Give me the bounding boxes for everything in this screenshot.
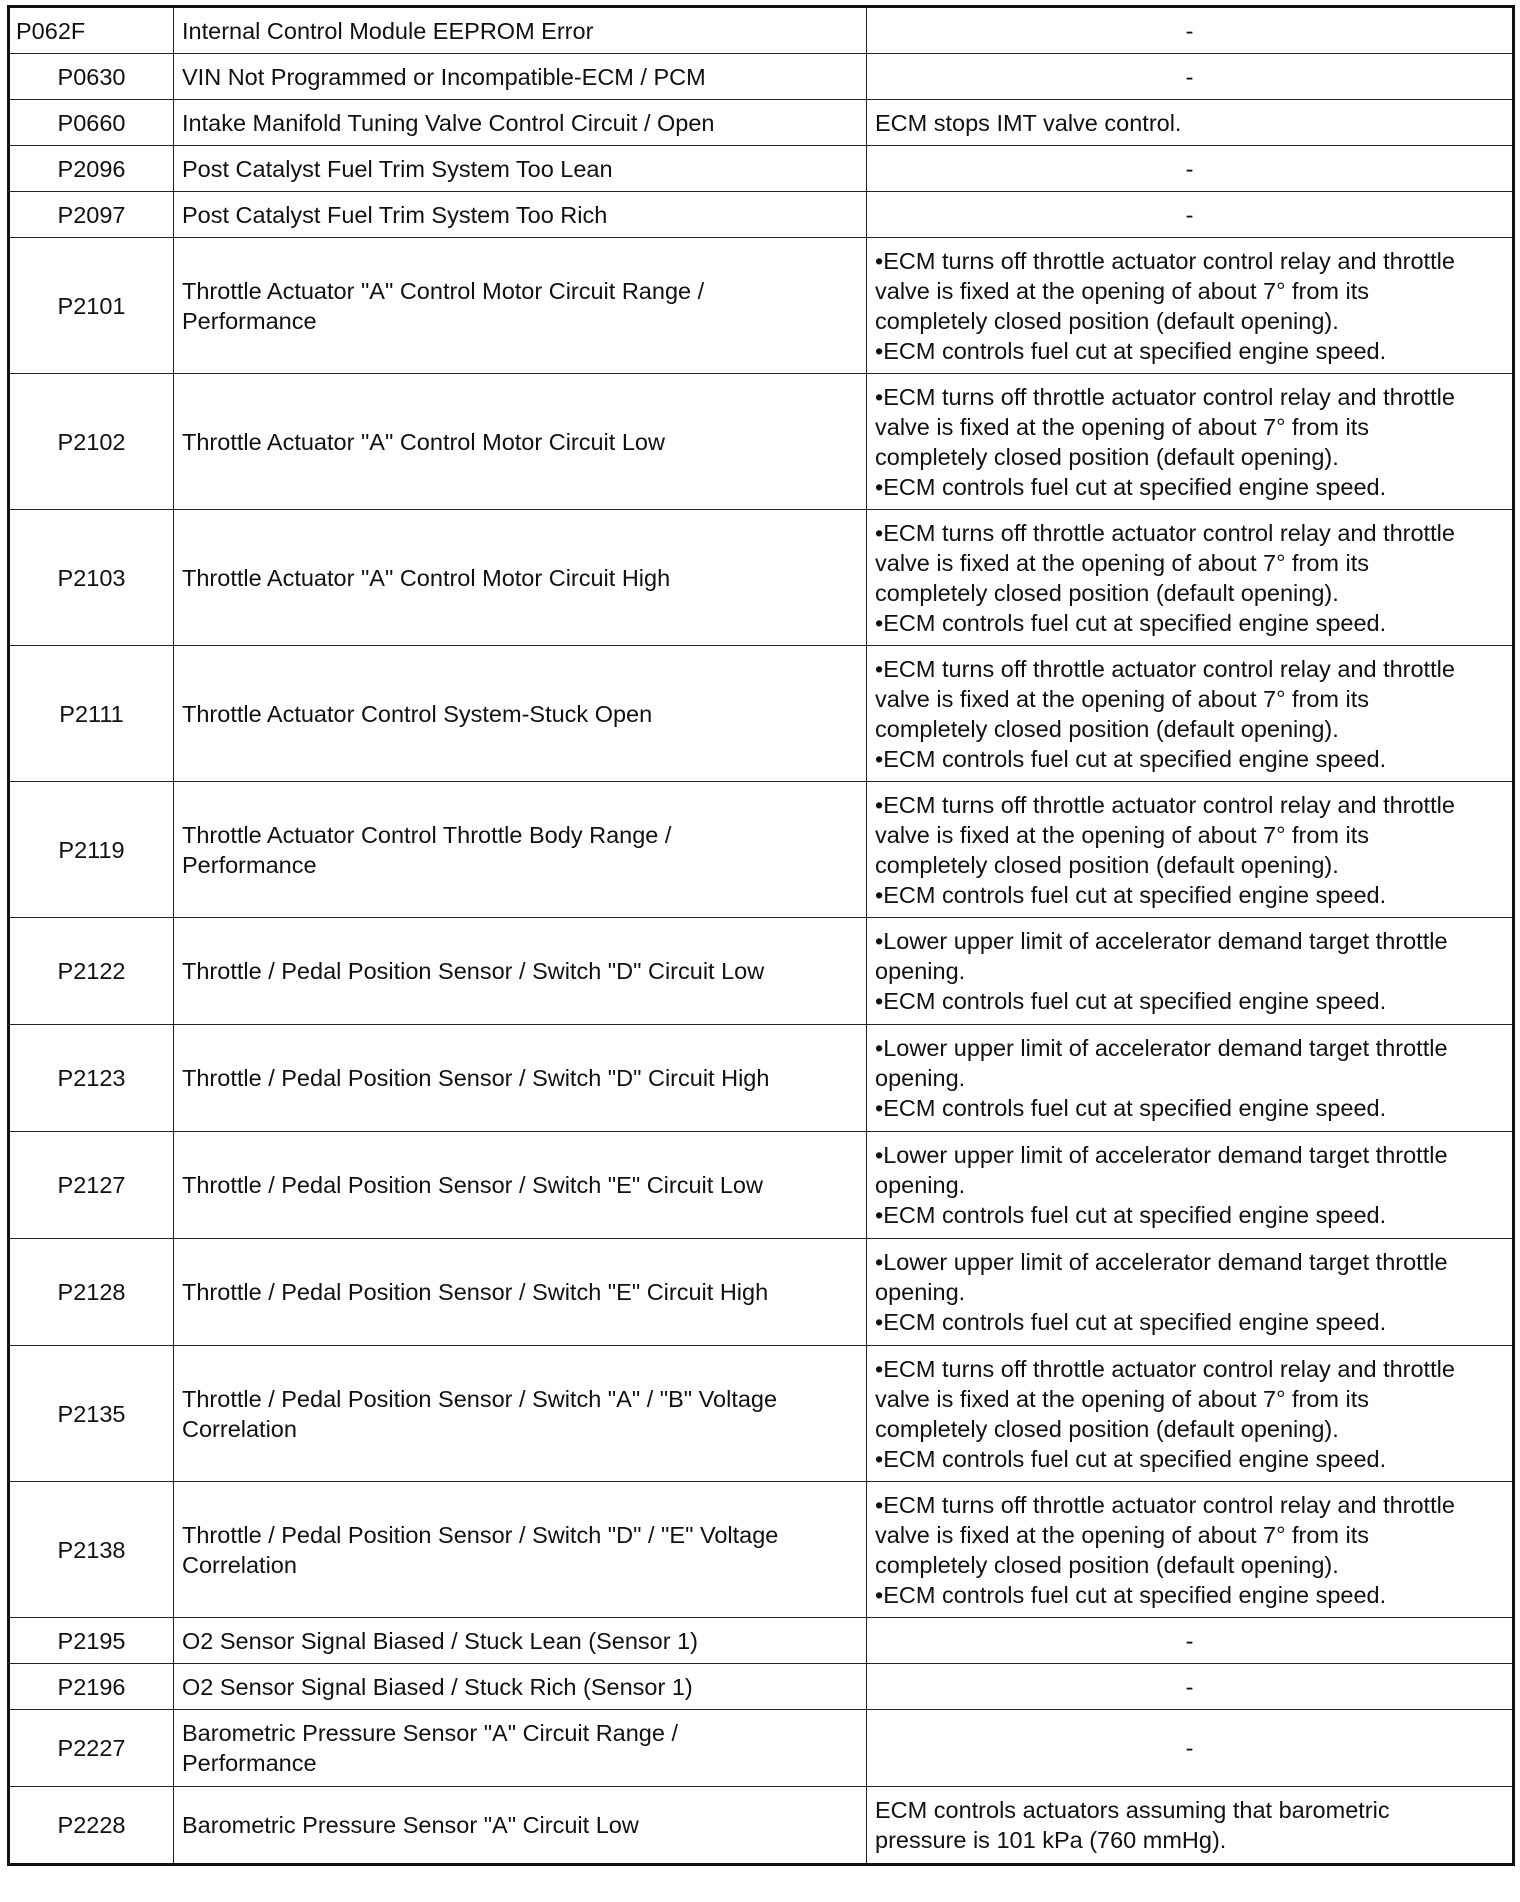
fail-safe-cell [867, 1346, 1514, 1482]
description-cell [174, 782, 867, 918]
fail-safe-line: valve is fixed at the opening of about 7° from its [875, 1385, 1370, 1412]
description-cell [174, 1346, 867, 1482]
description-line: Throttle Actuator "A" Control Motor Circuit High [182, 564, 671, 591]
dtc-code-cell: P2227 [9, 1710, 174, 1787]
fail-safe-line: valve is fixed at the opening of about 7° from its [875, 413, 1370, 440]
dtc-code-cell: P2127 [9, 1132, 174, 1239]
description-line: Internal Control Module EEPROM Error [182, 17, 594, 44]
description-cell [174, 1025, 867, 1132]
fail-safe-cell [867, 100, 1514, 146]
table-row [9, 646, 1514, 782]
description-line: O2 Sensor Signal Biased / Stuck Rich (Sensor 1) [182, 1673, 693, 1700]
fail-safe-bullet-line: • ECM turns off throttle actuator control relay and throttle [875, 1490, 1504, 1520]
dtc-code-cell: P2111 [9, 646, 174, 782]
table-row [9, 1618, 1514, 1664]
fail-safe-cell [867, 510, 1514, 646]
fail-safe-bullet-line: • ECM controls fuel cut at specified engine speed. [875, 1200, 1504, 1230]
fail-safe-cell [867, 1664, 1514, 1710]
dtc-code-cell: P2195 [9, 1618, 174, 1664]
description-line: Correlation [182, 1551, 297, 1578]
description-cell [174, 1239, 867, 1346]
dtc-code-cell: P2138 [9, 1482, 174, 1618]
description-cell [174, 374, 867, 510]
table-row [9, 1787, 1514, 1865]
description-line: Throttle / Pedal Position Sensor / Switch "D" Circuit High [182, 1065, 770, 1091]
fail-safe-cell [867, 1025, 1514, 1132]
fail-safe-bullet-line: • ECM controls fuel cut at specified engine speed. [875, 744, 1504, 774]
fail-safe-line: pressure is 101 kPa (760 mmHg). [875, 1827, 1227, 1853]
fail-safe-cell [867, 1787, 1514, 1865]
fail-safe-bullet-line: • ECM turns off throttle actuator control relay and throttle [875, 654, 1504, 684]
dtc-table [7, 5, 1515, 1866]
fail-safe-bullet-line: • ECM controls fuel cut at specified engine speed. [875, 336, 1504, 366]
dtc-code-cell: P2135 [9, 1346, 174, 1482]
fail-safe-line: ECM controls actuators assuming that barometric [875, 1797, 1390, 1823]
table-row [9, 782, 1514, 918]
dtc-code-cell: P2101 [9, 238, 174, 374]
table-row [9, 7, 1514, 54]
table-row [9, 1132, 1514, 1239]
dtc-code-cell: P2228 [9, 1787, 174, 1865]
table-row [9, 510, 1514, 646]
fail-safe-cell [867, 646, 1514, 782]
description-cell [174, 7, 867, 54]
fail-safe-bullet-line: • Lower upper limit of accelerator demand target throttle [875, 926, 1504, 956]
description-line: Correlation [182, 1415, 297, 1442]
fail-safe-line: completely closed position (default opening). [875, 1551, 1339, 1578]
fail-safe-line: completely closed position (default opening). [875, 443, 1339, 470]
description-cell [174, 146, 867, 192]
dtc-code-cell: P2196 [9, 1664, 174, 1710]
description-cell [174, 646, 867, 782]
fail-safe-bullet-line: • ECM turns off throttle actuator control relay and throttle [875, 790, 1504, 820]
description-line: Performance [182, 1750, 317, 1776]
fail-safe-cell [867, 1482, 1514, 1618]
fail-safe-line: - [1185, 1735, 1194, 1761]
description-cell [174, 100, 867, 146]
fail-safe-cell [867, 1618, 1514, 1664]
fail-safe-bullet-line: • ECM turns off throttle actuator control relay and throttle [875, 518, 1504, 548]
fail-safe-line: completely closed position (default opening). [875, 715, 1339, 742]
fail-safe-bullet-line: • ECM controls fuel cut at specified engine speed. [875, 608, 1504, 638]
description-line: Throttle / Pedal Position Sensor / Switch "D" Circuit Low [182, 958, 765, 984]
dtc-code-cell: P2102 [9, 374, 174, 510]
fail-safe-line: opening. [875, 1172, 966, 1198]
description-line: Post Catalyst Fuel Trim System Too Rich [182, 201, 608, 228]
description-line: VIN Not Programmed or Incompatible-ECM / PCM [182, 63, 706, 90]
fail-safe-line: completely closed position (default opening). [875, 579, 1339, 606]
description-line: Barometric Pressure Sensor "A" Circuit Low [182, 1812, 639, 1838]
table-row [9, 1482, 1514, 1618]
table-row [9, 1710, 1514, 1787]
description-cell [174, 238, 867, 374]
fail-safe-cell [867, 146, 1514, 192]
dtc-code-cell: P2128 [9, 1239, 174, 1346]
description-cell [174, 1787, 867, 1865]
description-line: Performance [182, 851, 317, 878]
fail-safe-bullet-line: • Lower upper limit of accelerator demand target throttle [875, 1140, 1504, 1170]
table-row [9, 1346, 1514, 1482]
fail-safe-line: valve is fixed at the opening of about 7° from its [875, 685, 1370, 712]
fail-safe-line: valve is fixed at the opening of about 7° from its [875, 1521, 1370, 1548]
description-line: Throttle Actuator "A" Control Motor Circuit Range / [182, 277, 705, 304]
fail-safe-bullet-line: • ECM controls fuel cut at specified engine speed. [875, 1093, 1504, 1123]
fail-safe-bullet-line: • ECM controls fuel cut at specified engine speed. [875, 1444, 1504, 1474]
fail-safe-bullet-line: • ECM controls fuel cut at specified engine speed. [875, 1307, 1504, 1337]
table-row [9, 146, 1514, 192]
fail-safe-line: completely closed position (default opening). [875, 851, 1339, 878]
dtc-code-cell: P2122 [9, 918, 174, 1025]
fail-safe-bullet-line: • ECM turns off throttle actuator control relay and throttle [875, 382, 1504, 412]
fail-safe-line: valve is fixed at the opening of about 7° from its [875, 277, 1370, 304]
description-cell [174, 1710, 867, 1787]
fail-safe-line: opening. [875, 958, 966, 984]
description-cell [174, 1618, 867, 1664]
fail-safe-cell [867, 238, 1514, 374]
description-line: O2 Sensor Signal Biased / Stuck Lean (Sensor 1) [182, 1627, 698, 1654]
fail-safe-line: completely closed position (default opening). [875, 307, 1339, 334]
dtc-code-cell: P2103 [9, 510, 174, 646]
description-line: Throttle / Pedal Position Sensor / Switch "E" Circuit High [182, 1279, 769, 1305]
table-row [9, 1664, 1514, 1710]
table-row [9, 54, 1514, 100]
dtc-code-cell: P2119 [9, 782, 174, 918]
description-cell [174, 1482, 867, 1618]
description-line: Throttle Actuator Control Throttle Body Range / [182, 821, 672, 848]
fail-safe-line: completely closed position (default opening). [875, 1415, 1339, 1442]
fail-safe-line: - [1185, 17, 1194, 44]
description-line: Throttle / Pedal Position Sensor / Switch "A" / "B" Voltage [182, 1385, 778, 1412]
dtc-code-cell: P0630 [9, 54, 174, 100]
fail-safe-line: valve is fixed at the opening of about 7° from its [875, 549, 1370, 576]
fail-safe-cell [867, 1132, 1514, 1239]
table-row [9, 192, 1514, 238]
description-line: Barometric Pressure Sensor "A" Circuit Range / [182, 1720, 679, 1746]
description-line: Throttle / Pedal Position Sensor / Switch "E" Circuit Low [182, 1172, 763, 1198]
dtc-code-cell: P062F [9, 7, 174, 54]
fail-safe-cell [867, 1239, 1514, 1346]
dtc-code-cell: P2096 [9, 146, 174, 192]
description-cell [174, 510, 867, 646]
dtc-code-cell: P2123 [9, 1025, 174, 1132]
fail-safe-bullet-line: • ECM controls fuel cut at specified engine speed. [875, 1580, 1504, 1610]
table-row [9, 100, 1514, 146]
fail-safe-bullet-line: • Lower upper limit of accelerator demand target throttle [875, 1247, 1504, 1277]
dtc-table-container [7, 5, 1515, 1866]
description-line: Throttle / Pedal Position Sensor / Switch "D" / "E" Voltage [182, 1521, 779, 1548]
fail-safe-bullet-line: • ECM turns off throttle actuator control relay and throttle [875, 246, 1504, 276]
table-row [9, 918, 1514, 1025]
fail-safe-cell [867, 782, 1514, 918]
description-line: Throttle Actuator Control System-Stuck Open [182, 700, 653, 727]
fail-safe-line: valve is fixed at the opening of about 7° from its [875, 821, 1370, 848]
table-row [9, 238, 1514, 374]
fail-safe-bullet-line: • ECM turns off throttle actuator control relay and throttle [875, 1354, 1504, 1384]
fail-safe-line: ECM stops IMT valve control. [875, 109, 1182, 136]
table-row [9, 374, 1514, 510]
description-line: Performance [182, 307, 317, 334]
fail-safe-line: - [1185, 1627, 1194, 1654]
fail-safe-line: opening. [875, 1065, 966, 1091]
fail-safe-cell [867, 918, 1514, 1025]
description-cell [174, 54, 867, 100]
dtc-code-cell: P2097 [9, 192, 174, 238]
table-row [9, 1239, 1514, 1346]
fail-safe-bullet-line: • ECM controls fuel cut at specified engine speed. [875, 986, 1504, 1016]
fail-safe-line: opening. [875, 1279, 966, 1305]
fail-safe-cell [867, 1710, 1514, 1787]
fail-safe-line: - [1185, 201, 1194, 228]
table-row [9, 1025, 1514, 1132]
fail-safe-bullet-line: • ECM controls fuel cut at specified engine speed. [875, 472, 1504, 502]
description-line: Intake Manifold Tuning Valve Control Circuit / Open [182, 109, 715, 136]
fail-safe-cell [867, 7, 1514, 54]
fail-safe-cell [867, 54, 1514, 100]
description-line: Throttle Actuator "A" Control Motor Circuit Low [182, 428, 665, 455]
description-line: Post Catalyst Fuel Trim System Too Lean [182, 155, 613, 182]
fail-safe-line: - [1185, 1673, 1194, 1700]
dtc-code-cell: P0660 [9, 100, 174, 146]
fail-safe-line: - [1185, 155, 1194, 182]
description-cell [174, 1132, 867, 1239]
fail-safe-line: - [1185, 63, 1194, 90]
fail-safe-bullet-line: • Lower upper limit of accelerator demand target throttle [875, 1033, 1504, 1063]
description-cell [174, 918, 867, 1025]
description-cell [174, 1664, 867, 1710]
fail-safe-cell [867, 192, 1514, 238]
fail-safe-cell [867, 374, 1514, 510]
fail-safe-bullet-line: • ECM controls fuel cut at specified engine speed. [875, 880, 1504, 910]
description-cell [174, 192, 867, 238]
